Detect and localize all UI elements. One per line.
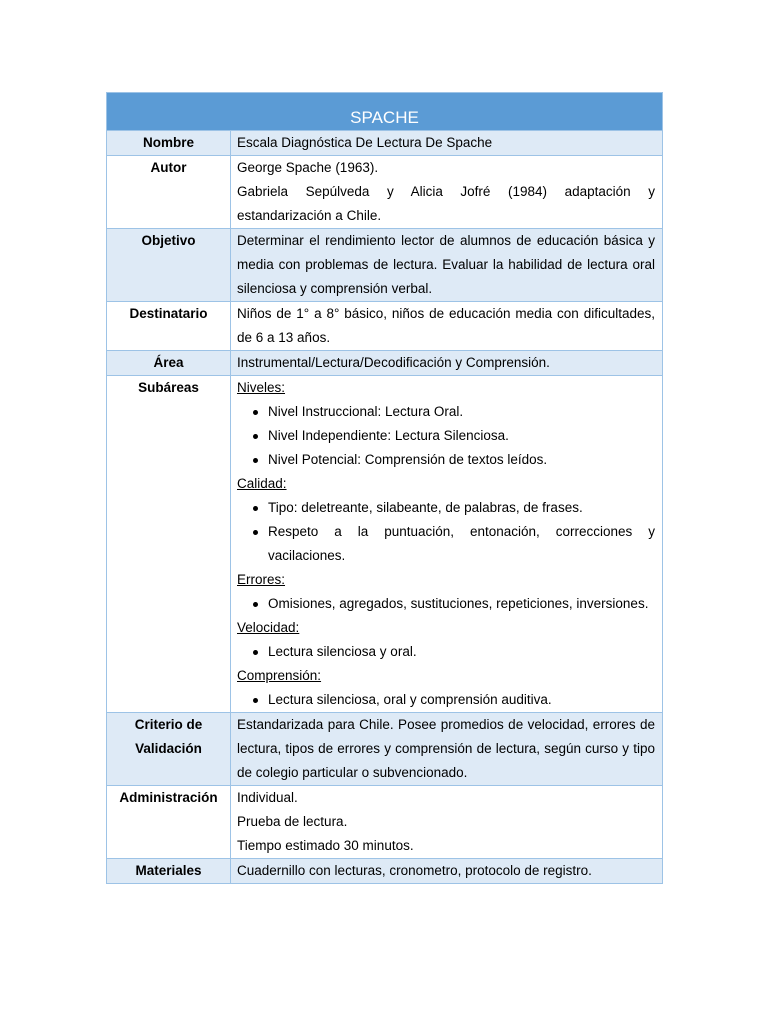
subarea-heading-calidad: Calidad: — [237, 476, 287, 491]
title-row — [107, 93, 663, 131]
label-autor: Autor — [107, 156, 231, 229]
label-objetivo: Objetivo — [107, 229, 231, 302]
value-materiales: Cuadernillo con lecturas, cronometro, protocolo de registro. — [231, 859, 663, 884]
row-destinatario — [107, 302, 663, 351]
administracion-line: Individual. — [237, 790, 298, 805]
value-autor — [231, 156, 663, 229]
label-criterio — [107, 713, 231, 786]
list-item: Nivel Potencial: Comprensión de textos leídos. — [268, 448, 655, 472]
value-area: Instrumental/Lectura/Decodificación y Comprensión. — [231, 351, 663, 376]
label-subareas: Subáreas — [107, 376, 231, 713]
row-criterio — [107, 713, 663, 786]
value-nombre: Escala Diagnóstica De Lectura De Spache — [231, 131, 663, 156]
row-area — [107, 351, 663, 376]
subarea-heading-errores: Errores: — [237, 572, 286, 587]
subarea-heading-comprension: Comprensión: — [237, 668, 322, 683]
subarea-list-errores — [237, 592, 655, 616]
list-item: Lectura silenciosa y oral. — [268, 640, 655, 664]
list-item: Omisiones, agregados, sustituciones, repeticiones, inversiones. — [268, 592, 655, 616]
list-item: Tipo: deletreante, silabeante, de palabras, de frases. — [268, 496, 655, 520]
label-destinatario: Destinatario — [107, 302, 231, 351]
subarea-heading-niveles: Niveles: — [237, 380, 286, 395]
spache-table — [106, 92, 663, 884]
row-materiales — [107, 859, 663, 884]
value-objetivo: Determinar el rendimiento lector de alumnos de educación básica y media con problemas de lectura. Evaluar la habilidad de lectura oral silenciosa y comprensión verbal. — [231, 229, 663, 302]
row-administracion — [107, 786, 663, 859]
value-criterio: Estandarizada para Chile. Posee promedios de velocidad, errores de lectura, tipos de errores y comprensión de lectura, según curso y tipo de colegio particular o subvencionado. — [231, 713, 663, 786]
subarea-list-comprension — [237, 688, 655, 712]
label-criterio-line2: Validación — [135, 741, 202, 756]
row-objetivo — [107, 229, 663, 302]
subarea-list-calidad — [237, 496, 655, 568]
list-item: Nivel Instruccional: Lectura Oral. — [268, 400, 655, 424]
subarea-list-velocidad — [237, 640, 655, 664]
subarea-list-niveles — [237, 400, 655, 472]
label-area: Área — [107, 351, 231, 376]
label-criterio-line1: Criterio de — [134, 717, 203, 732]
administracion-line: Prueba de lectura. — [237, 814, 348, 829]
subarea-heading-velocidad: Velocidad: — [237, 620, 300, 635]
value-subareas — [231, 376, 663, 713]
autor-line: George Spache (1963). — [237, 160, 379, 175]
table-title: SPACHE — [107, 93, 663, 131]
value-administracion — [231, 786, 663, 859]
autor-line: Gabriela Sepúlveda y Alicia Jofré (1984) adaptación y estandarización a Chile. — [237, 184, 655, 223]
label-administracion: Administración — [107, 786, 231, 859]
label-nombre: Nombre — [107, 131, 231, 156]
list-item: Lectura silenciosa, oral y comprensión auditiva. — [268, 688, 655, 712]
row-autor — [107, 156, 663, 229]
list-item: Respeto a la puntuación, entonación, correcciones y vacilaciones. — [268, 520, 655, 568]
row-nombre — [107, 131, 663, 156]
row-subareas — [107, 376, 663, 713]
label-materiales: Materiales — [107, 859, 231, 884]
value-destinatario: Niños de 1° a 8° básico, niños de educación media con dificultades, de 6 a 13 años. — [231, 302, 663, 351]
administracion-line: Tiempo estimado 30 minutos. — [237, 838, 414, 853]
list-item: Nivel Independiente: Lectura Silenciosa. — [268, 424, 655, 448]
